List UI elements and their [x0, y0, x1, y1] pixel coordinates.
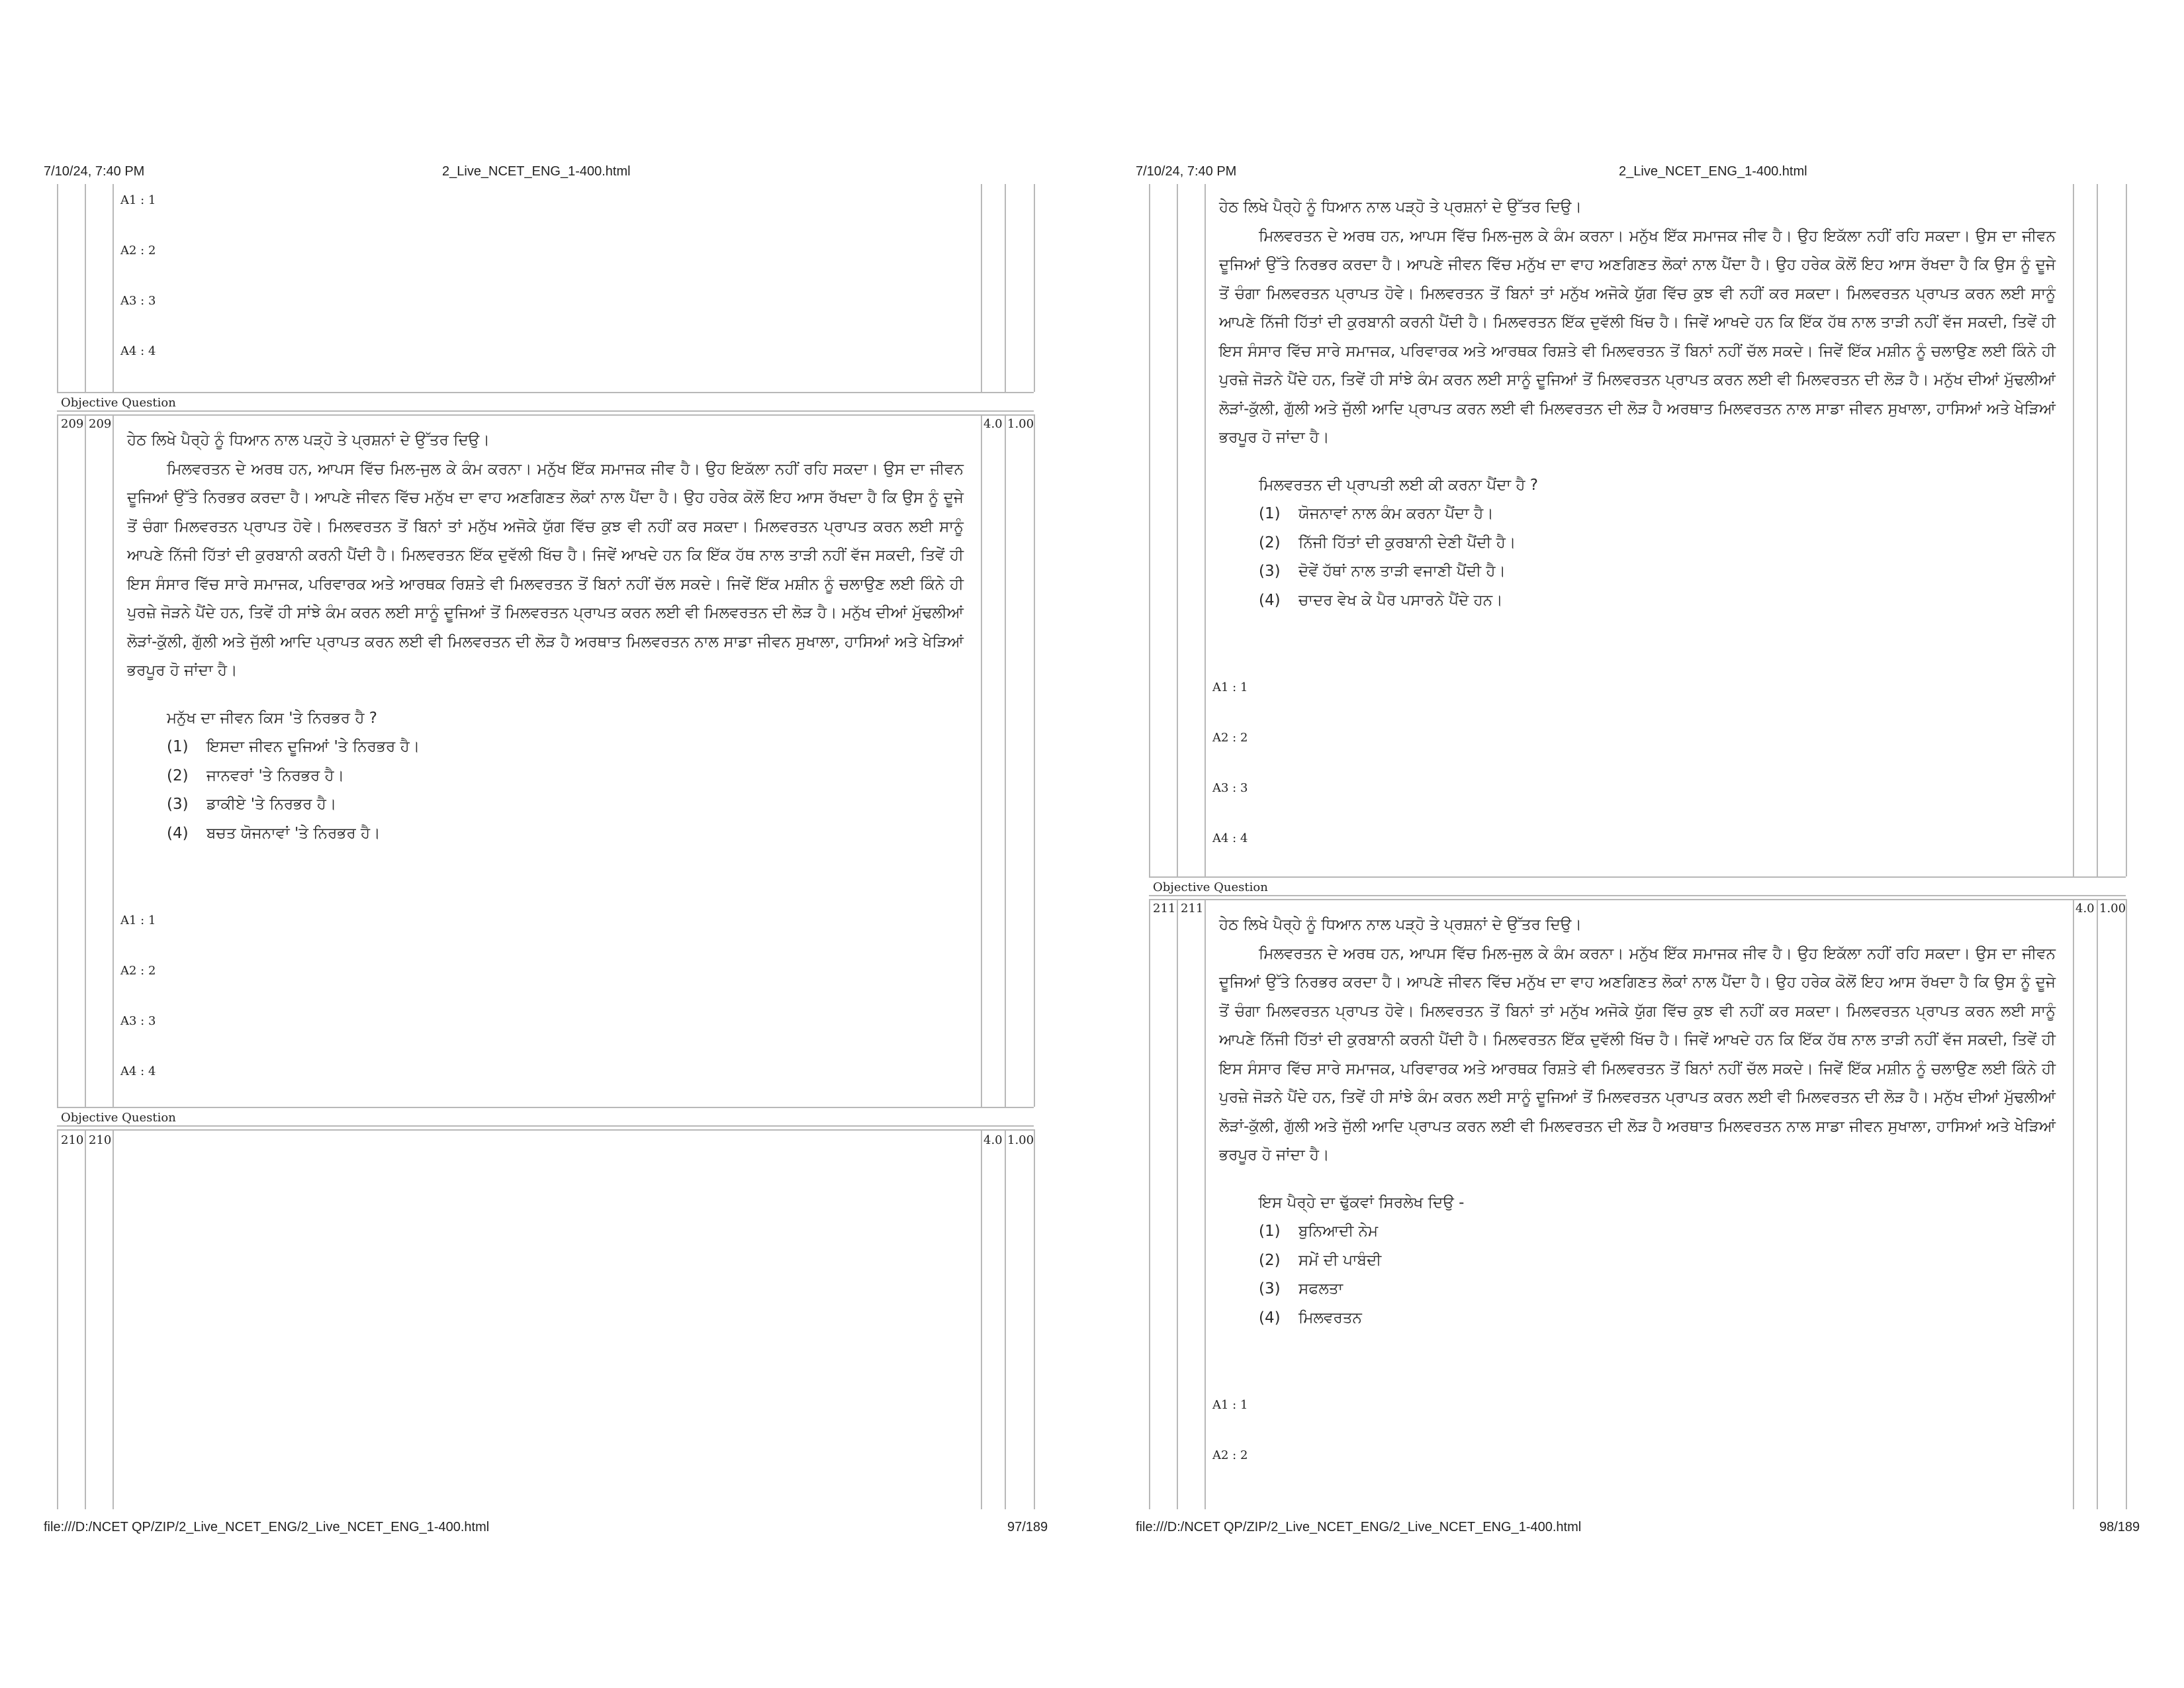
table-rule — [57, 1129, 58, 1509]
answer-option: A2 : 2 — [1212, 731, 1248, 745]
answer-option: A2 : 2 — [120, 964, 156, 978]
answer-option: A4 : 4 — [120, 344, 156, 358]
table-rule — [2126, 899, 2127, 1509]
option — [167, 820, 964, 849]
question-stem: ਮਿਲਵਰਤਨ ਦੀ ਪ੍ਰਾਪਤੀ ਲਈ ਕੀ ਕਰਨਾ ਪੈਂਦਾ ਹੈ ? — [1259, 476, 1538, 494]
option-number: (2) — [1259, 534, 1281, 551]
table-rule — [85, 1129, 86, 1509]
question-number: 210 — [61, 1133, 84, 1147]
footer-page-number: 97/189 — [1007, 1520, 1048, 1534]
passage: ਮਿਲਵਰਤਨ ਦੇ ਅਰਥ ਹਨ, ਆਪਸ ਵਿੱਚ ਮਿਲ-ਜੁਲ ਕੇ ਕੰਮ ਕਰਨਾ। ਮਨੁੱਖ ਇੱਕ ਸਮਾਜਕ ਜੀਵ ਹੈ। ਉਹ ਇਕੱਲਾ ਨਹੀਂ ਰਹਿ ਸਕਦਾ। ਉਸ ਦਾ ਜੀਵਨ ਦੂਜਿਆਂ ਉੱਤੇ ਨਿਰਭਰ ਕਰਦਾ ਹੈ। ਆਪਣੇ ਜੀਵਨ ਵਿੱਚ ਮਨੁੱਖ ਦਾ ਵਾਹ ਅਣਗਿਣਤ ਲੋਕਾਂ ਨਾਲ ਪੈਂਦਾ ਹੈ। ਉਹ ਹਰੇਕ ਕੋਲੋਂ ਇਹ ਆਸ ਰੱਖਦਾ ਹੈ ਕਿ ਉਸ ਨੂੰ ਦੂਜੇ ਤੋਂ ਚੰਗਾ ਮਿਲਵਰਤਨ ਪ੍ਰਾਪਤ ਹੋਵੇ। ਮਿਲਵਰਤਨ ਤੋਂ ਬਿਨਾਂ ਤਾਂ ਮਨੁੱਖ ਅਜੋਕੇ ਯੁੱਗ ਵਿੱਚ ਕੁਝ ਵੀ ਨਹੀਂ ਕਰ ਸਕਦਾ। ਮਿਲਵਰਤਨ ਪ੍ਰਾਪਤ ਕਰਨ ਲਈ ਸਾਨੂੰ ਆਪਣੇ ਨਿੱਜੀ ਹਿੱਤਾਂ ਦੀ ਕੁਰਬਾਨੀ ਕਰਨੀ ਪੈਂਦੀ ਹੈ। ਮਿਲਵਰਤਨ ਇੱਕ ਦੁਵੱਲੀ ਖਿੱਚ ਹੈ। ਜਿਵੇਂ ਆਖਦੇ ਹਨ ਕਿ ਇੱਕ ਹੱਥ ਨਾਲ ਤਾੜੀ ਨਹੀਂ ਵੱਜ ਸਕਦੀ, ਤਿਵੇਂ ਹੀ ਇਸ ਸੰਸਾਰ ਵਿੱਚ ਸਾਰੇ ਸਮਾਜਕ, ਪਰਿਵਾਰਕ ਅਤੇ ਆਰਥਕ ਰਿਸ਼ਤੇ ਵੀ ਮਿਲਵਰਤਨ ਤੋਂ ਬਿਨਾਂ ਨਹੀਂ ਚੱਲ ਸਕਦੇ। ਜਿਵੇਂ ਇੱਕ ਮਸ਼ੀਨ ਨੂੰ ਚਲਾਉਣ ਲਈ ਕਿੰਨੇ ਹੀ ਪੁਰਜ਼ੇ ਜੋੜਨੇ ਪੈਂਦੇ ਹਨ, ਤਿਵੇਂ ਹੀ ਸਾਂਝੇ ਕੰਮ ਕਰਨ ਲਈ ਸਾਨੂੰ ਦੂਜਿਆਂ ਤੋਂ ਮਿਲਵਰਤਨ ਪ੍ਰਾਪਤ ਕਰਨ ਲਈ ਵੀ ਮਿਲਵਰਤਨ ਦੀ ਲੋੜ ਹੈ। ਮਨੁੱਖ ਦੀਆਂ ਮੁੱਢਲੀਆਂ ਲੋੜਾਂ-ਕੁੱਲੀ, ਗੁੱਲੀ ਅਤੇ ਜੁੱਲੀ ਆਦਿ ਪ੍ਰਾਪਤ ਕਰਨ ਲਈ ਵੀ ਮਿਲਵਰਤਨ ਦੀ ਲੋੜ ਹੈ ਅਰਥਾਤ ਮਿਲਵਰਤਨ ਨਾਲ ਸਾਡਾ ਜੀਵਨ ਸੁਖਾਲਾ, ਹਾਸਿਆਂ ਅਤੇ ਖੇੜਿਆਂ ਭਰਪੂਰ ਹੋ ਜਾਂਦਾ ਹੈ। — [1219, 227, 2056, 446]
option — [167, 790, 964, 820]
option-text: ਸਮੇਂ ਦੀ ਪਾਬੰਦੀ — [1298, 1251, 1382, 1269]
table-rule — [2097, 184, 2098, 876]
option — [1259, 1217, 2056, 1246]
option — [1259, 500, 2056, 529]
marks: 4.0 — [983, 417, 1003, 431]
option-number: (2) — [167, 767, 189, 784]
table-rule — [1149, 184, 1150, 876]
table-rule — [85, 184, 86, 392]
option-text: ਚਾਦਰ ਵੇਖ ਕੇ ਪੈਰ ਪਸਾਰਨੇ ਪੈਂਦੇ ਹਨ। — [1298, 591, 1503, 609]
question-id: 209 — [89, 417, 112, 431]
option — [167, 733, 964, 762]
answer-option: A3 : 3 — [120, 294, 156, 308]
option-number: (1) — [1259, 505, 1281, 522]
table-rule — [1205, 184, 1206, 876]
table-rule — [57, 184, 58, 392]
option-text: ਨਿੱਜੀ ਹਿੱਤਾਂ ਦੀ ਕੁਰਬਾਨੀ ਦੇਣੀ ਪੈਂਦੀ ਹੈ। — [1298, 534, 1516, 551]
answer-option: A1 : 1 — [1212, 680, 1248, 694]
question-content — [1219, 911, 2056, 1333]
option — [1259, 1304, 2056, 1333]
option-number: (4) — [1259, 591, 1281, 609]
table-rule — [85, 414, 86, 1107]
table-rule — [1177, 899, 1178, 1509]
header-filename: 2_Live_NCET_ENG_1-400.html — [442, 164, 631, 179]
option — [1259, 529, 2056, 558]
answer-option: A1 : 1 — [1212, 1398, 1248, 1412]
header-datetime: 7/10/24, 7:40 PM — [1136, 164, 1237, 179]
page-98 — [1092, 0, 2184, 1688]
answer-option: A3 : 3 — [1212, 781, 1248, 795]
table-rule — [57, 414, 58, 1107]
section-label: Objective Question — [61, 1111, 176, 1125]
header-datetime: 7/10/24, 7:40 PM — [44, 164, 145, 179]
question-number: 211 — [1153, 902, 1176, 915]
question-number: 209 — [61, 417, 84, 431]
table-rule — [57, 1107, 1034, 1108]
option-number: (1) — [167, 738, 189, 755]
option-text: ਮਿਲਵਰਤਨ — [1298, 1309, 1362, 1327]
answer-option: A1 : 1 — [120, 193, 156, 207]
marks: 4.0 — [983, 1133, 1003, 1147]
option-number: (4) — [167, 824, 189, 842]
table-rule — [1034, 1129, 1035, 1509]
table-rule — [57, 410, 1034, 412]
option-text: ਯੋਜਨਾਵਾਂ ਨਾਲ ਕੰਮ ਕਰਨਾ ਪੈਂਦਾ ਹੈ। — [1298, 505, 1494, 522]
section-label: Objective Question — [61, 396, 176, 410]
table-rule — [57, 392, 1034, 393]
answer-option: A2 : 2 — [120, 244, 156, 258]
answer-option: A3 : 3 — [120, 1014, 156, 1028]
option-number: (3) — [167, 796, 189, 813]
option-text: ਸਫਲਤਾ — [1298, 1280, 1343, 1297]
table-rule — [1177, 184, 1178, 876]
answer-option: A4 : 4 — [1212, 831, 1248, 845]
marks: 4.0 — [2075, 902, 2095, 915]
instruction: ਹੇਠ ਲਿਖੇ ਪੈਰ੍ਹੇ ਨੂੰ ਧਿਆਨ ਨਾਲ ਪੜ੍ਹੋ ਤੇ ਪ੍ਰਸ਼ਨਾਂ ਦੇ ਉੱਤਰ ਦਿਉ। — [127, 432, 490, 449]
option — [1259, 586, 2056, 616]
option-number: (3) — [1259, 563, 1281, 580]
passage: ਮਿਲਵਰਤਨ ਦੇ ਅਰਥ ਹਨ, ਆਪਸ ਵਿੱਚ ਮਿਲ-ਜੁਲ ਕੇ ਕੰਮ ਕਰਨਾ। ਮਨੁੱਖ ਇੱਕ ਸਮਾਜਕ ਜੀਵ ਹੈ। ਉਹ ਇਕੱਲਾ ਨਹੀਂ ਰਹਿ ਸਕਦਾ। ਉਸ ਦਾ ਜੀਵਨ ਦੂਜਿਆਂ ਉੱਤੇ ਨਿਰਭਰ ਕਰਦਾ ਹੈ। ਆਪਣੇ ਜੀਵਨ ਵਿੱਚ ਮਨੁੱਖ ਦਾ ਵਾਹ ਅਣਗਿਣਤ ਲੋਕਾਂ ਨਾਲ ਪੈਂਦਾ ਹੈ। ਉਹ ਹਰੇਕ ਕੋਲੋਂ ਇਹ ਆਸ ਰੱਖਦਾ ਹੈ ਕਿ ਉਸ ਨੂੰ ਦੂਜੇ ਤੋਂ ਚੰਗਾ ਮਿਲਵਰਤਨ ਪ੍ਰਾਪਤ ਹੋਵੇ। ਮਿਲਵਰਤਨ ਤੋਂ ਬਿਨਾਂ ਤਾਂ ਮਨੁੱਖ ਅਜੋਕੇ ਯੁੱਗ ਵਿੱਚ ਕੁਝ ਵੀ ਨਹੀਂ ਕਰ ਸਕਦਾ। ਮਿਲਵਰਤਨ ਪ੍ਰਾਪਤ ਕਰਨ ਲਈ ਸਾਨੂੰ ਆਪਣੇ ਨਿੱਜੀ ਹਿੱਤਾਂ ਦੀ ਕੁਰਬਾਨੀ ਕਰਨੀ ਪੈਂਦੀ ਹੈ। ਮਿਲਵਰਤਨ ਇੱਕ ਦੁਵੱਲੀ ਖਿੱਚ ਹੈ। ਜਿਵੇਂ ਆਖਦੇ ਹਨ ਕਿ ਇੱਕ ਹੱਥ ਨਾਲ ਤਾੜੀ ਨਹੀਂ ਵੱਜ ਸਕਦੀ, ਤਿਵੇਂ ਹੀ ਇਸ ਸੰਸਾਰ ਵਿੱਚ ਸਾਰੇ ਸਮਾਜਕ, ਪਰਿਵਾਰਕ ਅਤੇ ਆਰਥਕ ਰਿਸ਼ਤੇ ਵੀ ਮਿਲਵਰਤਨ ਤੋਂ ਬਿਨਾਂ ਨਹੀਂ ਚੱਲ ਸਕਦੇ। ਜਿਵੇਂ ਇੱਕ ਮਸ਼ੀਨ ਨੂੰ ਚਲਾਉਣ ਲਈ ਕਿੰਨੇ ਹੀ ਪੁਰਜ਼ੇ ਜੋੜਨੇ ਪੈਂਦੇ ਹਨ, ਤਿਵੇਂ ਹੀ ਸਾਂਝੇ ਕੰਮ ਕਰਨ ਲਈ ਸਾਨੂੰ ਦੂਜਿਆਂ ਤੋਂ ਮਿਲਵਰਤਨ ਪ੍ਰਾਪਤ ਕਰਨ ਲਈ ਵੀ ਮਿਲਵਰਤਨ ਦੀ ਲੋੜ ਹੈ। ਮਨੁੱਖ ਦੀਆਂ ਮੁੱਢਲੀਆਂ ਲੋੜਾਂ-ਕੁੱਲੀ, ਗੁੱਲੀ ਅਤੇ ਜੁੱਲੀ ਆਦਿ ਪ੍ਰਾਪਤ ਕਰਨ ਲਈ ਵੀ ਮਿਲਵਰਤਨ ਦੀ ਲੋੜ ਹੈ ਅਰਥਾਤ ਮਿਲਵਰਤਨ ਨਾਲ ਸਾਡਾ ਜੀਵਨ ਸੁਖਾਲਾ, ਹਾਸਿਆਂ ਅਤੇ ਖੇੜਿਆਂ ਭਰਪੂਰ ਹੋ ਜਾਂਦਾ ਹੈ। — [127, 460, 964, 679]
question-content — [1219, 193, 2056, 615]
table-rule — [1005, 414, 1006, 1107]
table-rule — [2126, 184, 2127, 876]
option-text: ਜਾਨਵਰਾਂ 'ਤੇ ਨਿਰਭਰ ਹੈ। — [206, 767, 345, 784]
option-number: (3) — [1259, 1280, 1281, 1297]
table-rule — [113, 1129, 114, 1509]
negative-marks: 1.00 — [1007, 1133, 1034, 1147]
table-rule — [2073, 899, 2074, 1509]
instruction: ਹੇਠ ਲਿਖੇ ਪੈਰ੍ਹੇ ਨੂੰ ਧਿਆਨ ਨਾਲ ਪੜ੍ਹੋ ਤੇ ਪ੍ਰਸ਼ਨਾਂ ਦੇ ਉੱਤਰ ਦਿਉ। — [1219, 199, 1582, 216]
footer-path: file:///D:/NCET QP/ZIP/2_Live_NCET_ENG/2_Live_NCET_ENG_1-400.html — [1136, 1520, 1582, 1534]
option-number: (4) — [1259, 1309, 1281, 1327]
table-rule — [1034, 414, 1035, 1107]
answer-option: A1 : 1 — [120, 914, 156, 927]
option-text: ਡਾਕੀਏ 'ਤੇ ਨਿਰਭਰ ਹੈ। — [206, 796, 337, 813]
table-rule — [1005, 1129, 1006, 1509]
table-rule — [1205, 899, 1206, 1509]
option — [1259, 1246, 2056, 1276]
negative-marks: 1.00 — [2099, 902, 2126, 915]
table-rule — [1005, 184, 1006, 392]
option-number: (1) — [1259, 1223, 1281, 1240]
option-text: ਬਚਤ ਯੋਜਨਾਵਾਂ 'ਤੇ ਨਿਰਭਰ ਹੈ। — [206, 824, 381, 842]
option — [1259, 1275, 2056, 1304]
answer-option: A2 : 2 — [1212, 1448, 1248, 1462]
question-content — [127, 426, 964, 848]
table-rule — [2097, 899, 2098, 1509]
table-rule — [57, 1129, 1034, 1131]
table-rule — [981, 184, 982, 392]
option-text: ਦੋਵੇਂ ਹੱਥਾਂ ਨਾਲ ਤਾੜੀ ਵਜਾਣੀ ਪੈਂਦੀ ਹੈ। — [1298, 563, 1506, 580]
instruction: ਹੇਠ ਲਿਖੇ ਪੈਰ੍ਹੇ ਨੂੰ ਧਿਆਨ ਨਾਲ ਪੜ੍ਹੋ ਤੇ ਪ੍ਰਸ਼ਨਾਂ ਦੇ ਉੱਤਰ ਦਿਉ। — [1219, 916, 1582, 933]
table-rule — [113, 414, 114, 1107]
table-rule — [981, 1129, 982, 1509]
option-number: (2) — [1259, 1251, 1281, 1269]
table-rule — [1149, 876, 2126, 878]
option — [167, 762, 964, 791]
option-text: ਇਸਦਾ ਜੀਵਨ ਦੂਜਿਆਂ 'ਤੇ ਨਿਰਭਰ ਹੈ। — [206, 738, 420, 755]
footer-page-number: 98/189 — [2099, 1520, 2140, 1534]
table-rule — [113, 184, 114, 392]
table-rule — [57, 1125, 1034, 1127]
table-rule — [1149, 899, 2126, 900]
option-text: ਬੁਨਿਆਦੀ ਨੇਮ — [1298, 1223, 1379, 1240]
table-rule — [1149, 895, 2126, 896]
question-id: 211 — [1181, 902, 1204, 915]
table-rule — [57, 414, 1034, 416]
question-stem: ਇਸ ਪੈਰ੍ਹੇ ਦਾ ਢੁੱਕਵਾਂ ਸਿਰਲੇਖ ਦਿਉ - — [1259, 1194, 1465, 1211]
table-rule — [2073, 184, 2074, 876]
footer-path: file:///D:/NCET QP/ZIP/2_Live_NCET_ENG/2_Live_NCET_ENG_1-400.html — [44, 1520, 490, 1534]
question-stem: ਮਨੁੱਖ ਦਾ ਜੀਵਨ ਕਿਸ 'ਤੇ ਨਿਰਭਰ ਹੈ ? — [167, 709, 377, 727]
table-rule — [1149, 899, 1150, 1509]
header-filename: 2_Live_NCET_ENG_1-400.html — [1619, 164, 1807, 179]
passage: ਮਿਲਵਰਤਨ ਦੇ ਅਰਥ ਹਨ, ਆਪਸ ਵਿੱਚ ਮਿਲ-ਜੁਲ ਕੇ ਕੰਮ ਕਰਨਾ। ਮਨੁੱਖ ਇੱਕ ਸਮਾਜਕ ਜੀਵ ਹੈ। ਉਹ ਇਕੱਲਾ ਨਹੀਂ ਰਹਿ ਸਕਦਾ। ਉਸ ਦਾ ਜੀਵਨ ਦੂਜਿਆਂ ਉੱਤੇ ਨਿਰਭਰ ਕਰਦਾ ਹੈ। ਆਪਣੇ ਜੀਵਨ ਵਿੱਚ ਮਨੁੱਖ ਦਾ ਵਾਹ ਅਣਗਿਣਤ ਲੋਕਾਂ ਨਾਲ ਪੈਂਦਾ ਹੈ। ਉਹ ਹਰੇਕ ਕੋਲੋਂ ਇਹ ਆਸ ਰੱਖਦਾ ਹੈ ਕਿ ਉਸ ਨੂੰ ਦੂਜੇ ਤੋਂ ਚੰਗਾ ਮਿਲਵਰਤਨ ਪ੍ਰਾਪਤ ਹੋਵੇ। ਮਿਲਵਰਤਨ ਤੋਂ ਬਿਨਾਂ ਤਾਂ ਮਨੁੱਖ ਅਜੋਕੇ ਯੁੱਗ ਵਿੱਚ ਕੁਝ ਵੀ ਨਹੀਂ ਕਰ ਸਕਦਾ। ਮਿਲਵਰਤਨ ਪ੍ਰਾਪਤ ਕਰਨ ਲਈ ਸਾਨੂੰ ਆਪਣੇ ਨਿੱਜੀ ਹਿੱਤਾਂ ਦੀ ਕੁਰਬਾਨੀ ਕਰਨੀ ਪੈਂਦੀ ਹੈ। ਮਿਲਵਰਤਨ ਇੱਕ ਦੁਵੱਲੀ ਖਿੱਚ ਹੈ। ਜਿਵੇਂ ਆਖਦੇ ਹਨ ਕਿ ਇੱਕ ਹੱਥ ਨਾਲ ਤਾੜੀ ਨਹੀਂ ਵੱਜ ਸਕਦੀ, ਤਿਵੇਂ ਹੀ ਇਸ ਸੰਸਾਰ ਵਿੱਚ ਸਾਰੇ ਸਮਾਜਕ, ਪਰਿਵਾਰਕ ਅਤੇ ਆਰਥਕ ਰਿਸ਼ਤੇ ਵੀ ਮਿਲਵਰਤਨ ਤੋਂ ਬਿਨਾਂ ਨਹੀਂ ਚੱਲ ਸਕਦੇ। ਜਿਵੇਂ ਇੱਕ ਮਸ਼ੀਨ ਨੂੰ ਚਲਾਉਣ ਲਈ ਕਿੰਨੇ ਹੀ ਪੁਰਜ਼ੇ ਜੋੜਨੇ ਪੈਂਦੇ ਹਨ, ਤਿਵੇਂ ਹੀ ਸਾਂਝੇ ਕੰਮ ਕਰਨ ਲਈ ਸਾਨੂੰ ਦੂਜਿਆਂ ਤੋਂ ਮਿਲਵਰਤਨ ਪ੍ਰਾਪਤ ਕਰਨ ਲਈ ਵੀ ਮਿਲਵਰਤਨ ਦੀ ਲੋੜ ਹੈ। ਮਨੁੱਖ ਦੀਆਂ ਮੁੱਢਲੀਆਂ ਲੋੜਾਂ-ਕੁੱਲੀ, ਗੁੱਲੀ ਅਤੇ ਜੁੱਲੀ ਆਦਿ ਪ੍ਰਾਪਤ ਕਰਨ ਲਈ ਵੀ ਮਿਲਵਰਤਨ ਦੀ ਲੋੜ ਹੈ ਅਰਥਾਤ ਮਿਲਵਰਤਨ ਨਾਲ ਸਾਡਾ ਜੀਵਨ ਸੁਖਾਲਾ, ਹਾਸਿਆਂ ਅਤੇ ਖੇੜਿਆਂ ਭਰਪੂਰ ਹੋ ਜਾਂਦਾ ਹੈ। — [1219, 945, 2056, 1164]
table-rule — [981, 414, 982, 1107]
answer-option: A4 : 4 — [120, 1064, 156, 1078]
section-label: Objective Question — [1153, 880, 1268, 894]
question-id: 210 — [89, 1133, 112, 1147]
table-rule — [1034, 184, 1035, 392]
option — [1259, 557, 2056, 586]
negative-marks: 1.00 — [1007, 417, 1034, 431]
